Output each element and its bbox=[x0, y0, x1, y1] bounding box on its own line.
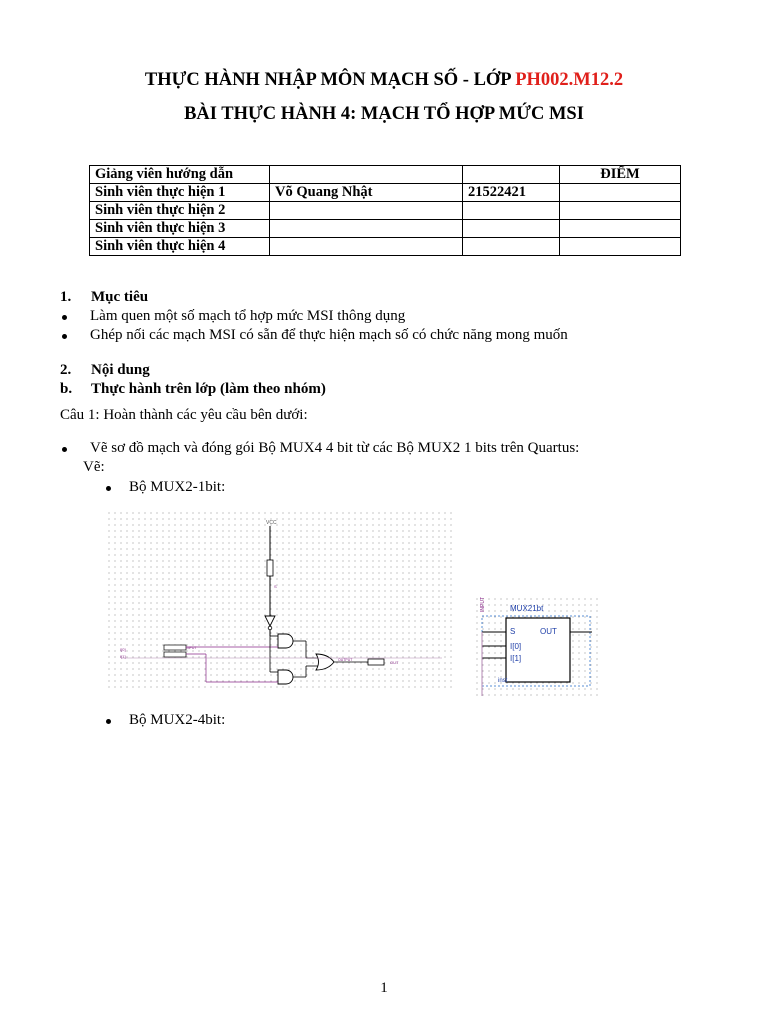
info-row bbox=[90, 166, 681, 184]
info-label-cell: Giảng viên hướng dẫn bbox=[90, 166, 270, 184]
info-score-cell bbox=[560, 238, 681, 256]
svg-text:INPUT: INPUT bbox=[480, 597, 486, 612]
svg-text:OUTPUT: OUTPUT bbox=[338, 658, 353, 662]
svg-text:MUX21bt: MUX21bt bbox=[510, 604, 544, 613]
info-row bbox=[90, 202, 681, 220]
and-gate-2 bbox=[278, 670, 293, 684]
vcc-symbol bbox=[266, 520, 277, 560]
mux2-circuit-svg bbox=[106, 510, 456, 688]
mux2-1bit-schematic bbox=[106, 510, 456, 688]
svg-text:OUT: OUT bbox=[540, 627, 557, 636]
not-gate bbox=[265, 616, 275, 630]
info-name-cell bbox=[270, 202, 463, 220]
class-code: PH002.M12.2 bbox=[515, 70, 624, 90]
svg-text:INPUT: INPUT bbox=[186, 646, 197, 650]
info-id-cell bbox=[463, 202, 560, 220]
info-score-cell bbox=[560, 202, 681, 220]
info-name-cell bbox=[270, 238, 463, 256]
info-label-cell: Sinh viên thực hiện 3 bbox=[90, 220, 270, 238]
svg-text:I[1]: I[1] bbox=[510, 654, 522, 663]
info-score-cell bbox=[560, 184, 681, 202]
or-gate bbox=[293, 641, 334, 677]
svg-text:inst: inst bbox=[498, 678, 508, 684]
info-row bbox=[90, 238, 681, 256]
info-id-cell bbox=[463, 166, 560, 184]
info-score-cell bbox=[560, 220, 681, 238]
and-gate-1 bbox=[270, 634, 293, 648]
svg-text:OUT: OUT bbox=[390, 660, 399, 665]
info-id-cell bbox=[463, 220, 560, 238]
page-number: 1 bbox=[380, 980, 388, 996]
info-score-cell: ĐIỂM bbox=[560, 166, 681, 184]
select-input-pin bbox=[267, 560, 277, 636]
svg-text:S: S bbox=[274, 584, 277, 589]
mux21bt-symbol-svg bbox=[474, 596, 600, 700]
info-id-cell: 21522421 bbox=[463, 184, 560, 202]
svg-text:I[0]: I[0] bbox=[510, 642, 522, 651]
info-row bbox=[90, 184, 681, 202]
info-label-cell: Sinh viên thực hiện 4 bbox=[90, 238, 270, 256]
info-label-cell: Sinh viên thực hiện 2 bbox=[90, 202, 270, 220]
lab-title: BÀI THỰC HÀNH 4: MẠCH TỔ HỢP MỨC MSI bbox=[184, 104, 584, 124]
student-info-table bbox=[89, 165, 681, 256]
document-title bbox=[0, 70, 768, 91]
info-name-cell: Võ Quang Nhật bbox=[270, 184, 463, 202]
svg-text:I[0]: I[0] bbox=[120, 647, 126, 652]
title-prefix: THỰC HÀNH NHẬP MÔN MẠCH SỐ - LỚP bbox=[144, 70, 516, 90]
svg-text:S: S bbox=[510, 627, 516, 636]
question-1: Câu 1: Hoàn thành các yêu cầu bên dưới: bbox=[60, 407, 308, 423]
info-label-cell: Sinh viên thực hiện 1 bbox=[90, 184, 270, 202]
svg-text:VCC: VCC bbox=[266, 520, 277, 526]
task-draw-label: Vẽ: bbox=[83, 459, 105, 475]
mux21bt-symbol bbox=[474, 596, 600, 700]
output-pin bbox=[334, 658, 399, 665]
info-row bbox=[90, 220, 681, 238]
info-name-cell bbox=[270, 166, 463, 184]
info-id-cell bbox=[463, 238, 560, 256]
svg-text:I[1]: I[1] bbox=[120, 654, 126, 659]
info-name-cell bbox=[270, 220, 463, 238]
